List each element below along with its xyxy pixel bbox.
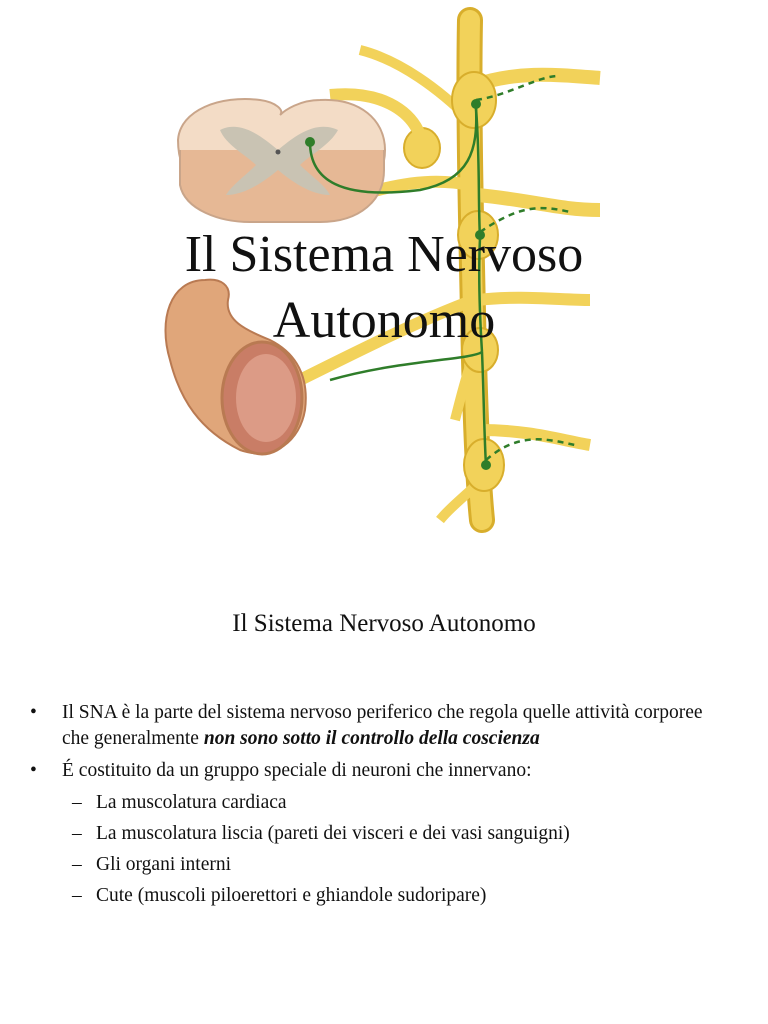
slide-2-title: Il Sistema Nervoso Autonomo bbox=[232, 610, 536, 637]
bullet-item bbox=[30, 700, 730, 752]
sub-item-text: La muscolatura liscia (pareti dei visceri e dei vasi sanguigni) bbox=[96, 823, 570, 844]
bullet-text: Il SNA è la parte del sistema nervoso periferico che regola quelle attività corporee che generalmente bbox=[62, 702, 703, 749]
slide-1-title bbox=[0, 222, 768, 354]
sub-item-text: La muscolatura cardiaca bbox=[96, 792, 287, 813]
bullet-symbol: • bbox=[30, 702, 37, 723]
title-line-2: Autonomo bbox=[272, 292, 496, 349]
dash-symbol: – bbox=[72, 854, 82, 875]
spinal-cord-section bbox=[178, 99, 385, 222]
bullet-list bbox=[30, 700, 730, 914]
sub-item bbox=[30, 790, 730, 816]
sub-item bbox=[30, 821, 730, 847]
bullet-symbol: • bbox=[30, 760, 37, 781]
dash-symbol: – bbox=[72, 792, 82, 813]
sub-item bbox=[30, 852, 730, 878]
sub-item-text: Gli organi interni bbox=[96, 854, 232, 875]
bullet-emphasis: non sono sotto il controllo della coscienza bbox=[203, 728, 540, 749]
dash-symbol: – bbox=[72, 823, 82, 844]
bullet-item bbox=[30, 758, 730, 784]
bullet-text: É costituito da un gruppo speciale di neuroni che innervano: bbox=[62, 760, 532, 781]
title-line-1: Il Sistema Nervoso bbox=[184, 226, 584, 283]
sub-item bbox=[30, 883, 730, 909]
sub-item-text: Cute (muscoli piloerettori e ghiandole sudoripare) bbox=[96, 885, 487, 906]
dash-symbol: – bbox=[72, 885, 82, 906]
slide-2 bbox=[0, 600, 768, 1024]
